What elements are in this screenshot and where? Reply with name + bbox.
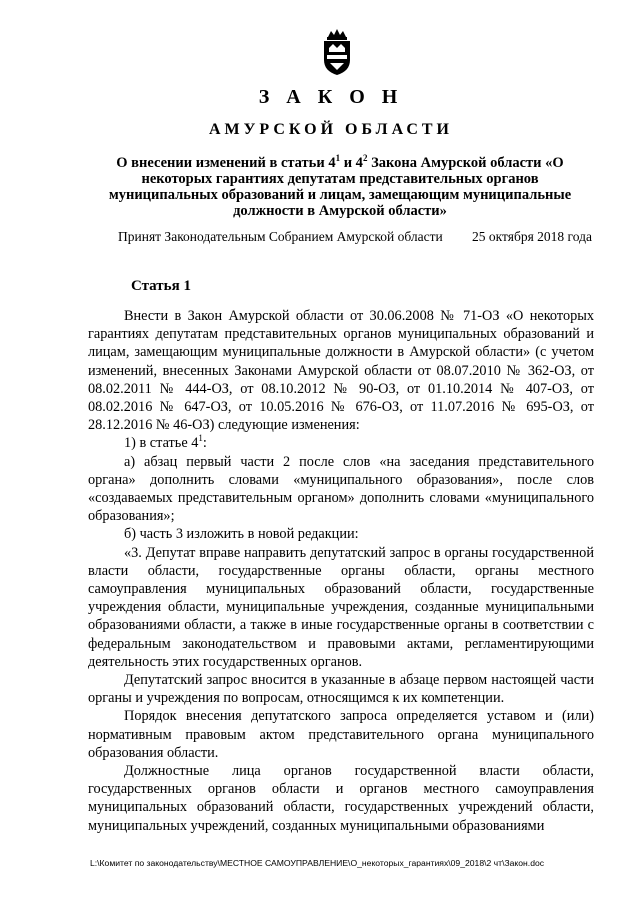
article-body	[88, 307, 594, 835]
coat-of-arms-icon	[316, 28, 358, 76]
heading-sup-2: 2	[362, 153, 368, 164]
item-1-colon: :	[202, 435, 207, 452]
paragraph-5: Порядок внесения депутатского запроса определяется уставом и (или) нормативным правовым актом представительного органа муниципального образования области.	[88, 708, 594, 761]
heading-sup-1: 1	[335, 153, 341, 164]
item-1b: б) часть 3 изложить в новой редакции:	[124, 526, 359, 543]
paragraph-4: Депутатский запрос вносится в указанные в абзаце первом настоящей части органы и учреждения по вопросам, относящимся к их компетенции.	[88, 672, 594, 707]
intro-paragraph: Внести в Закон Амурской области от 30.06.2008 № 71-ОЗ «О некоторых гарантиях депутатам представительных органов муниципальных образований и лицам, замещающим муниципальные должности в Амурской области» (с учетом изменений, внесенных Законами Амурской области от 08.07.2010 № 362-ОЗ, от 08.02.2011 № 444-ОЗ, от 08.10.2012 № 90-ОЗ, от 01.10.2014 № 407-ОЗ, от 08.02.2016 № 647-ОЗ, от 10.05.2016 № 676-ОЗ, от 11.07.2016 № 695-ОЗ, от 28.12.2016 № 46-ОЗ) следующие изменения:	[88, 308, 594, 434]
adopted-by: Принят Законодательным Собранием Амурской области	[118, 229, 443, 244]
region-title: АМУРСКОЙ ОБЛАСТИ	[209, 121, 453, 138]
paragraph-6: Должностные лица органов государственной власти области, государственных органов области и органов местного самоуправления муниципальных образований области, государственных учреждений области, муниципальных учреждений, созданных муниципальными образованиями	[88, 763, 594, 834]
article-title: Статья 1	[131, 278, 191, 294]
item-1	[88, 434, 594, 452]
document-type-title: З А К О Н	[258, 86, 404, 108]
law-heading	[90, 155, 590, 219]
heading-text-1: О внесении изменений в статьи 4	[116, 155, 336, 171]
file-path-footer: L:\Комитет по законодательству\МЕСТНОЕ САМОУПРАВЛЕНИЕ\О_некоторых_гарантиях\09_2018\2 чт\Закон.doc	[90, 858, 545, 868]
item-1-text: 1) в статье 4	[124, 435, 199, 452]
paragraph-3: «3. Депутат вправе направить депутатский запрос в органы государственной власти области, государственные органы области, органы местного самоуправления муниципальных образований области, государственные учреждения области, муниципальные учреждения, созданные муниципальными образованиями области, а также в иные государственные органы в соответствии с федеральным законодательством и правовыми актами, регламентирующими деятельность этих государственных органов.	[88, 544, 594, 670]
adoption-date: 25 октября 2018 года	[472, 229, 592, 244]
heading-text-3: Закона Амурской области «О некоторых гарантиях депутатам представительных органов муниципальных образований и лицам, замещающим муниципальные должности в Амурской области»	[108, 155, 572, 219]
heading-text-2: и 4	[340, 155, 363, 171]
item-1-sup: 1	[198, 433, 203, 444]
adoption-line	[118, 229, 592, 245]
item-1a: а) абзац первый части 2 после слов «на заседания представительного органа» дополнить словами «муниципального образования», после слов «создаваемых представительным органом» дополнить словами «муниципального образования»;	[88, 453, 594, 525]
